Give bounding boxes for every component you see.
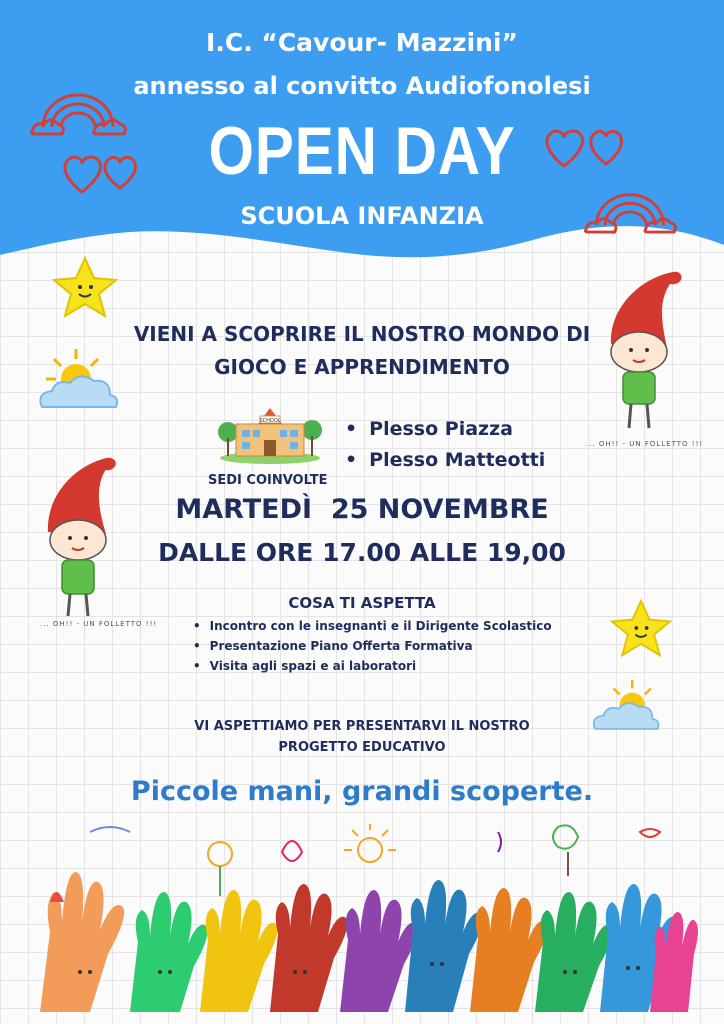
school-name: I.C. “Cavour- Mazzini”	[206, 28, 518, 57]
event-hours: DALLE ORE 17.00 ALLE 19,00	[158, 538, 566, 567]
school-sign-text: SCHOOL	[259, 418, 281, 424]
intro-line-1: VIENI A SCOPRIRE IL NOSTRO MONDO DI	[133, 322, 591, 346]
smiling-star-icon	[50, 255, 120, 319]
closing-text	[0, 716, 724, 758]
event-date: MARTEDÌ 25 NOVEMBRE	[175, 494, 549, 525]
plessi-list	[345, 418, 545, 480]
closing-line-2: PROGETTO EDUCATIVO	[278, 740, 446, 755]
painted-hands-illustration	[20, 822, 704, 1012]
list-item: • Plesso Matteotti	[345, 449, 545, 480]
gnome-caption: ... OH!! - UN FOLLETTO !!!	[586, 440, 704, 448]
agenda-list	[193, 619, 552, 679]
hearts-icon	[540, 122, 632, 172]
school-building-icon	[218, 396, 322, 464]
rainbow-icon	[582, 180, 678, 242]
intro-line-2: GIOCO E APPRENDIMENTO	[214, 355, 510, 379]
list-item: • Visita agli spazi e ai laboratori	[193, 659, 552, 679]
intro-text	[0, 318, 724, 384]
page-subtitle: SCUOLA INFANZIA	[240, 202, 484, 230]
list-item: • Presentazione Piano Offerta Formativa	[193, 639, 552, 659]
page-title: OPEN DAY	[208, 113, 516, 189]
sedi-label: SEDI COINVOLTE	[208, 473, 328, 488]
hearts-icon	[58, 148, 148, 198]
gnome-caption: ... OH!! - UN FOLLETTO !!!	[40, 620, 158, 628]
agenda-title: COSA TI ASPETTA	[288, 594, 436, 612]
motto: Piccole mani, grandi scoperte.	[130, 776, 594, 807]
closing-line-1: VI ASPETTIAMO PER PRESENTARVI IL NOSTRO	[194, 719, 530, 734]
list-item: • Plesso Piazza	[345, 418, 545, 449]
rainbow-icon	[28, 82, 128, 142]
school-annex: annesso al convitto Audiofonolesi	[133, 72, 591, 100]
list-item: • Incontro con le insegnanti e il Dirigente Scolastico	[193, 619, 552, 639]
